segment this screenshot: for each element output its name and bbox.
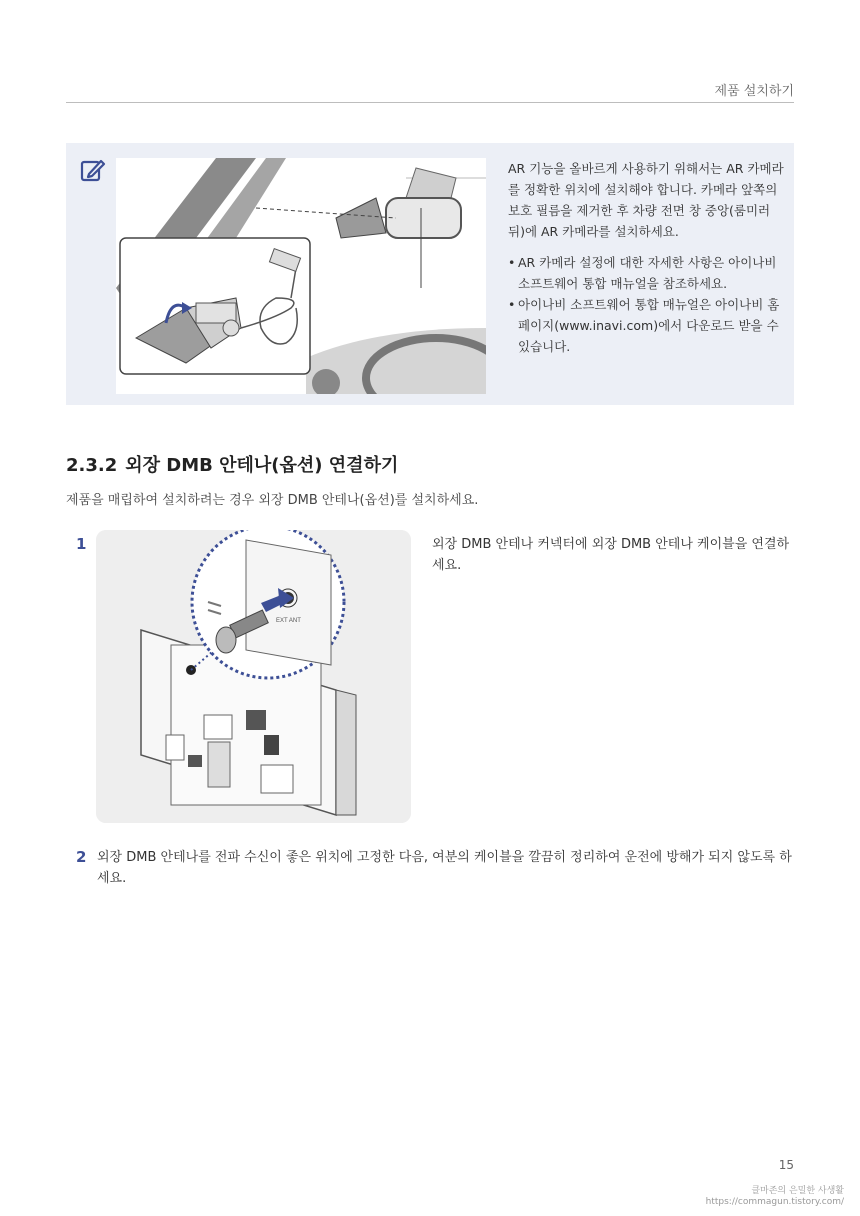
section-number: 2.3.2 [66, 455, 118, 476]
step-2-text: 외장 DMB 안테나를 전파 수신이 좋은 위치에 고정한 다음, 여분의 케이블을 깔끔히 정리하여 운전에 방해가 되지 않도록 하세요. [97, 850, 792, 886]
note-bullet: • 아이나비 소프트웨어 통합 매뉴얼은 아이나비 홈페이지(www.inavi.com)에서 다운로드 받을 수 있습니다. [508, 294, 788, 357]
watermark [706, 1186, 844, 1208]
dmb-antenna-connection-illustration [96, 530, 411, 823]
watermark-line-2: https://commagun.tistory.com/ [705, 1197, 844, 1207]
page-number: 15 [778, 1158, 794, 1172]
note-text [508, 158, 788, 357]
note-box [66, 143, 794, 405]
ar-camera-install-illustration [116, 158, 486, 394]
step-1-number: 1 [76, 535, 87, 553]
note-bullet-list [508, 252, 788, 357]
note-pencil-icon [80, 157, 106, 183]
section-title: 외장 DMB 안테나(옵션) 연결하기 [125, 455, 399, 476]
note-bullet: • AR 카메라 설정에 대한 자세한 사항은 아이나비 소프트웨어 통합 매뉴얼을 참조하세요. [508, 252, 788, 294]
section-intro: 제품을 매립하여 설치하려는 경우 외장 DMB 안테나(옵션)를 설치하세요. [66, 493, 479, 508]
step-1-text: 외장 DMB 안테나 커넥터에 외장 DMB 안테나 케이블을 연결하세요. [432, 537, 790, 573]
header-divider [66, 102, 794, 103]
ext-ant-port-label: EXT ANT [276, 618, 301, 624]
watermark-line-1: 클마존의 은밀한 사생활 [751, 1186, 844, 1196]
page-header-title: 제품 설치하기 [714, 84, 794, 99]
note-paragraph: AR 기능을 올바르게 사용하기 위해서는 AR 카메라를 정확한 위치에 설치해야 합니다. 카메라 앞쪽의 보호 필름을 제거한 후 차량 전면 창 중앙(룸미러 뒤)에 AR 카메라를 설치하세요. [508, 161, 784, 239]
section-heading [66, 451, 398, 477]
step-2-number: 2 [76, 848, 87, 866]
